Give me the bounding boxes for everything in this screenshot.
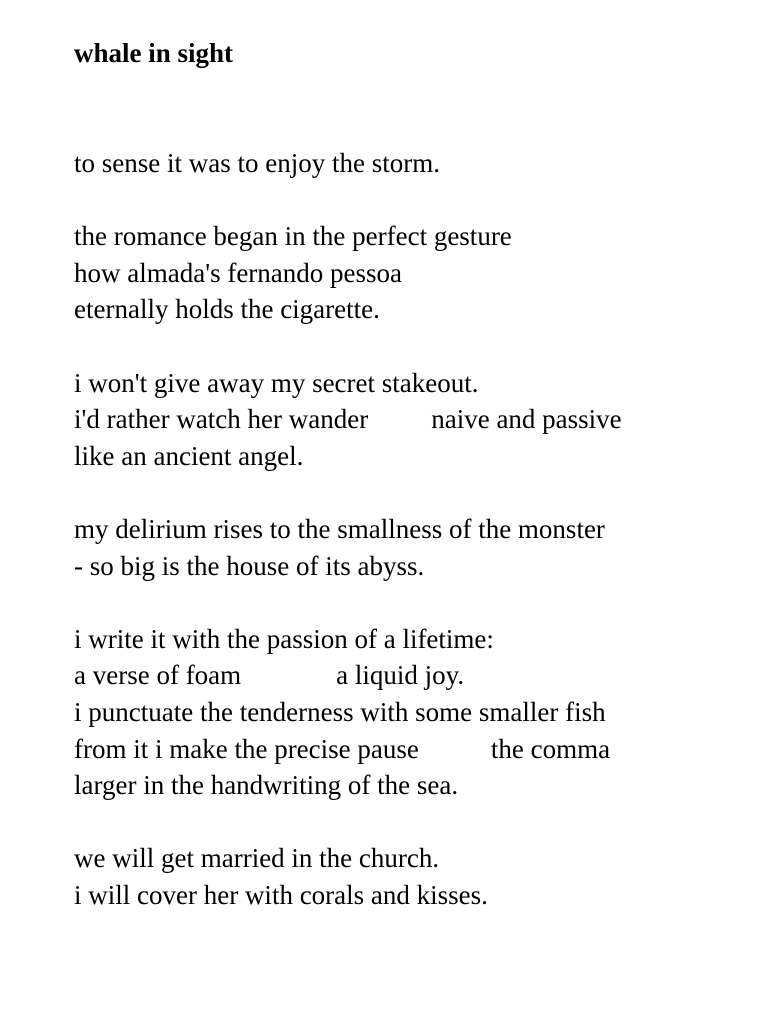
stanza xyxy=(74,365,622,475)
poem-title: whale in sight xyxy=(74,38,234,68)
poem-line: larger in the handwriting of the sea. xyxy=(74,770,459,801)
poem-line: we will get married in the church. xyxy=(74,843,440,874)
poem-line: the romance began in the perfect gesture xyxy=(74,221,512,252)
poem-line: like an ancient angel. xyxy=(74,440,304,471)
poem-line: a verse of foam a liquid joy. xyxy=(74,660,465,691)
stanza xyxy=(74,145,622,182)
poem-line: eternally holds the cigarette. xyxy=(74,294,380,325)
poem-line: from it i make the precise pause the comma xyxy=(74,733,611,764)
stanza xyxy=(74,511,622,584)
poem-line: to sense it was to enjoy the storm. xyxy=(74,148,440,178)
poem-body xyxy=(74,145,622,950)
poem-line: i will cover her with corals and kisses. xyxy=(74,879,488,910)
poem-line: i won't give away my secret stakeout. xyxy=(74,367,479,398)
poem-line: - so big is the house of its abyss. xyxy=(74,550,425,581)
poem-line: i write it with the passion of a lifetime: xyxy=(74,623,494,654)
poem-line: my delirium rises to the smallness of the monster xyxy=(74,513,605,544)
poem-line: how almada's fernando pessoa xyxy=(74,257,403,288)
stanza xyxy=(74,840,622,913)
poem-line: i'd rather watch her wander naive and passive xyxy=(74,404,622,435)
poem-line: i punctuate the tenderness with some smaller fish xyxy=(74,696,606,727)
stanza xyxy=(74,218,622,328)
stanza xyxy=(74,621,622,804)
